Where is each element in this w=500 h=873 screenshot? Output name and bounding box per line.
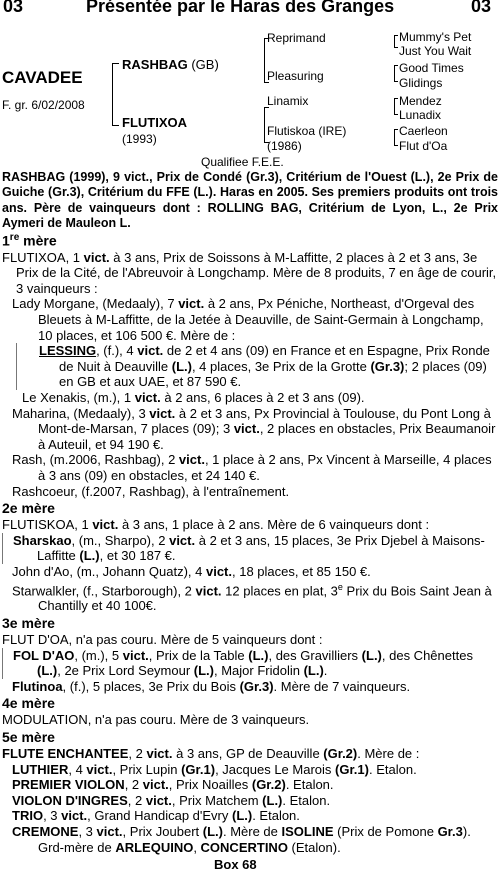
text: , des Chênettes bbox=[381, 647, 473, 663]
produce-entry bbox=[2, 564, 498, 580]
dam-dam: Flutiskoa (IRE) bbox=[267, 124, 347, 138]
tree-line bbox=[394, 129, 395, 146]
produce-entry: Rashcoeur, (f.2007, Rashbag), à l'entraînement. bbox=[12, 483, 290, 499]
text: , Major Fridolin bbox=[214, 663, 304, 679]
wins-label: vict. bbox=[145, 792, 172, 808]
text: 12 places en plat, 3 bbox=[221, 582, 338, 598]
produce-name: FOL D'AO bbox=[13, 647, 75, 663]
tree-line bbox=[394, 98, 395, 115]
produce-name: VIOLON D'INGRES bbox=[12, 792, 128, 808]
wins-label: vict. bbox=[96, 823, 123, 839]
second-dam-record bbox=[2, 517, 498, 533]
text: à 2 et 3 ans, 15 places, 3e Prix Djebel à Maisons-Laffitte bbox=[37, 532, 485, 564]
first-dam-name: FLUTIXOA bbox=[2, 249, 66, 265]
wins-label: vict. bbox=[149, 405, 176, 421]
text: , des Gravilliers bbox=[268, 647, 362, 663]
tree-line bbox=[112, 125, 119, 126]
tree-line bbox=[394, 145, 398, 146]
text: , bbox=[193, 839, 201, 855]
listed-label: (L.) bbox=[193, 663, 214, 679]
produce-entry bbox=[2, 296, 498, 343]
text: , Prix Noailles bbox=[168, 777, 252, 793]
text: , 1 bbox=[74, 517, 93, 533]
text: , 1 place à 2 ans, Px Vincent à Marseille, 4 places à 3 ans (09) en obstacles, et 24 140 €. bbox=[38, 452, 492, 483]
fifth-dam-name: FLUTE ENCHANTEE bbox=[2, 746, 129, 762]
qualification: Qualifiee F.E.E. bbox=[201, 155, 284, 169]
text: , 2 bbox=[127, 792, 146, 808]
produce-entry bbox=[2, 762, 498, 778]
heading-second-dam: 2e mère bbox=[2, 500, 55, 517]
group-label: (Gr.3) bbox=[370, 358, 405, 374]
text: , et 30 187 €. bbox=[99, 548, 176, 564]
text: à 2 et 3 ans, Px Provincial à Toulouse, du Pont Long à Mont-de-Marsan, 7 places (09); 3 bbox=[38, 405, 491, 437]
produce-entry bbox=[2, 406, 498, 453]
produce-name: ARLEQUINO bbox=[115, 839, 194, 855]
text: , 3 bbox=[43, 808, 62, 824]
text: Maharina, (Medaaly), 3 bbox=[12, 405, 150, 421]
produce-name: CONCERTINO bbox=[200, 839, 288, 855]
text: , (f.), 5 places, 3e Prix du Bois bbox=[62, 678, 240, 694]
text: , 2 places en obstacles, Prix Beaumanoir à Auteuil, et 94 190 €. bbox=[38, 421, 496, 452]
text: , 2 bbox=[124, 777, 143, 793]
text: à 2 ans, Px Péniche, Northeast, d'Orgeval des Bleuets à M-Laffitte, de la Jetée à Deauville, de Saint-Germain à Longchamp, 10 places, et 106 500 €. Mère de : bbox=[38, 296, 484, 343]
produce-entry bbox=[2, 777, 498, 793]
heading-third-dam: 3e mère bbox=[2, 615, 55, 632]
tree-line bbox=[112, 63, 119, 64]
text: , 4 places, 3e Prix de la Grotte bbox=[191, 358, 371, 374]
group-label: (Gr.2) bbox=[251, 777, 286, 793]
listed-label: (L.) bbox=[303, 663, 324, 679]
produce-name: ISOLINE bbox=[281, 823, 334, 839]
text: . Mère de bbox=[222, 823, 282, 839]
text: Le Xenakis, (m.), 1 bbox=[22, 390, 135, 405]
ancestor-g2: Just You Wait bbox=[399, 44, 472, 58]
wins-label: vict. bbox=[205, 563, 232, 579]
listed-label: (L.) bbox=[202, 823, 223, 839]
heading-first-dam bbox=[2, 229, 498, 250]
text: Rash, (m.2006, Rashbag), 2 bbox=[12, 452, 179, 468]
ancestor-g6: Lunadix bbox=[399, 108, 442, 122]
text: à 3 ans, 1 place à 2 ans. Mère de 6 vainqueurs dont : bbox=[118, 517, 430, 533]
tree-line bbox=[264, 38, 265, 83]
group-label: (Gr.2) bbox=[323, 746, 358, 762]
heading-fifth-dam: 5e mère bbox=[2, 729, 55, 746]
wins-label: vict. bbox=[134, 390, 161, 405]
wins-label: vict. bbox=[142, 777, 169, 793]
dam-name: FLUTIXOA bbox=[122, 115, 187, 130]
text: , 2 bbox=[128, 746, 147, 762]
ancestor-g5: Mendez bbox=[399, 94, 442, 108]
text: , Prix Joubert bbox=[122, 823, 203, 839]
listed-label: (L.) bbox=[79, 548, 100, 564]
group-label: (Gr.1) bbox=[181, 761, 216, 777]
sire-record: RASHBAG (1999), 9 vict., Prix de Condé (Gr.3), Critérium de l'Ouest (L.), 2e Prix de Guiche (Gr.3), Critérium du FFE (L.). Haras en 2005. Ses premiers produits ont trois ans. Père de vainqueurs dont : ROLLING BAG, Critérium de Lyon, L., 2e Prix Aymeri de Mauleon L. bbox=[2, 170, 498, 231]
wins-label: vict. bbox=[178, 452, 205, 468]
text: ). Grd-mère de bbox=[38, 823, 471, 855]
text: , 1 bbox=[65, 249, 84, 265]
text: , Jacques Le Marois bbox=[215, 761, 336, 777]
text: John d'Ao, (m., Johann Quatz), 4 bbox=[12, 563, 206, 579]
sire-dam: Pleasuring bbox=[267, 69, 324, 83]
text: , 3 bbox=[78, 823, 97, 839]
text: Lady Morgane, (Medaaly), 7 bbox=[12, 296, 179, 312]
produce-entry bbox=[2, 648, 498, 679]
produce-name: LESSING bbox=[39, 343, 97, 359]
tree-line bbox=[264, 107, 265, 143]
fifth-dam-record bbox=[2, 746, 498, 762]
listed-label: (L.) bbox=[37, 663, 58, 679]
text: , Prix Matchem bbox=[171, 792, 263, 808]
text: . Etalon. bbox=[368, 761, 417, 777]
text: (Prix de Pomone bbox=[333, 823, 438, 839]
third-dam-record: FLUT D'OA, n'a pas couru. Mère de 5 vainqueurs dont : bbox=[2, 632, 323, 648]
lot-number-left: 03 bbox=[3, 0, 24, 16]
ancestor-g1: Mummy's Pet bbox=[399, 30, 472, 44]
horse-name: CAVADEE bbox=[2, 68, 83, 87]
group-label: Gr.3 bbox=[437, 823, 463, 839]
superscript: e bbox=[337, 581, 343, 592]
tree-line bbox=[394, 65, 398, 66]
wins-label: vict. bbox=[178, 296, 205, 312]
produce-entry bbox=[2, 452, 498, 483]
text: (Etalon). bbox=[287, 839, 341, 855]
page-title: Présentée par le Haras des Granges bbox=[86, 0, 395, 16]
heading-fourth-dam: 4e mère bbox=[2, 695, 55, 712]
text: . Mère de : bbox=[357, 746, 420, 762]
tree-line bbox=[394, 35, 398, 36]
heading-first-dam-sup: re bbox=[9, 232, 20, 243]
ancestor-g4: Glidings bbox=[399, 76, 443, 90]
wins-label: vict. bbox=[137, 343, 164, 359]
wins-label: vict. bbox=[92, 517, 119, 533]
listed-label: (L.) bbox=[262, 792, 283, 808]
tree-line bbox=[394, 65, 395, 82]
ancestor-g8: Flut d'Oa bbox=[399, 139, 448, 153]
tree-line bbox=[394, 81, 398, 82]
produce-name: TRIO bbox=[12, 808, 44, 824]
text: . Mère de 7 vainqueurs. bbox=[273, 678, 411, 694]
text: , 2e Prix Lord Seymour bbox=[57, 663, 194, 679]
horse-details: F. gr. 6/02/2008 bbox=[2, 98, 85, 112]
produce-entry bbox=[2, 580, 498, 615]
wins-label: vict. bbox=[146, 746, 173, 762]
produce-entry bbox=[2, 533, 498, 564]
tree-line bbox=[394, 47, 398, 48]
text: Prix du Bois Saint Jean à Chantilly et 40 100€. bbox=[38, 582, 492, 614]
group-label: (Gr.3) bbox=[239, 678, 274, 694]
produce-name: Flutinoa bbox=[12, 678, 63, 694]
text: à 3 ans, Prix de Soissons à M-Laffitte, 2 places à 2 et 3 ans, 3e Prix de la Cité, de l'Abreuvoir à Longchamp. Mère de 8 produits, 7 en âge de courir, 3 vainqueurs : bbox=[16, 249, 497, 296]
text: Starwalkler, (f., Starborough), 2 bbox=[12, 582, 196, 598]
sire-name bbox=[122, 57, 219, 72]
wins-label: vict. bbox=[169, 532, 196, 548]
produce-name: PREMIER VIOLON bbox=[12, 777, 125, 793]
tree-line bbox=[112, 63, 113, 126]
text: , Prix de la Table bbox=[148, 647, 249, 663]
heading-first-dam-num: 1 bbox=[2, 232, 10, 249]
text: , (m., Sharpo), 2 bbox=[71, 532, 170, 548]
dam-year: (1993) bbox=[122, 132, 157, 146]
wins-label: vict. bbox=[83, 249, 110, 265]
grand-produce-entry bbox=[16, 343, 498, 390]
tree-line bbox=[394, 129, 398, 130]
text: , (m.), 5 bbox=[74, 647, 123, 663]
produce-entry bbox=[2, 824, 498, 855]
listed-label: (L.) bbox=[231, 808, 253, 824]
box-number: Box 68 bbox=[214, 857, 257, 872]
tree-line bbox=[394, 98, 398, 99]
text: , (f.), 4 bbox=[96, 343, 138, 359]
text: , Grand Handicap d'Evry bbox=[87, 808, 232, 824]
wins-label: vict. bbox=[61, 808, 88, 824]
first-dam-record bbox=[2, 250, 498, 297]
wins-label: vict. bbox=[233, 421, 260, 437]
text: à 2 ans, 6 places à 2 et 3 ans (09). bbox=[160, 390, 365, 405]
dam-sire: Linamix bbox=[267, 94, 309, 108]
produce-entry bbox=[2, 679, 498, 695]
fourth-dam-record: MODULATION, n'a pas couru. Mère de 3 vainqueurs. bbox=[2, 712, 310, 728]
listed-label: (L.) bbox=[361, 647, 382, 663]
wins-label: vict. bbox=[195, 582, 222, 598]
female-line bbox=[2, 229, 498, 855]
ancestor-g3: Good Times bbox=[399, 61, 464, 75]
text: . Etalon. bbox=[282, 792, 331, 808]
sire-label: RASHBAG bbox=[122, 57, 188, 72]
produce-entry bbox=[2, 793, 498, 809]
text: , 18 places, et 85 150 €. bbox=[232, 563, 371, 579]
tree-line bbox=[394, 114, 398, 115]
wins-label: vict. bbox=[122, 647, 149, 663]
second-dam-name: FLUTISKOA bbox=[2, 517, 75, 533]
produce-entry bbox=[2, 390, 498, 406]
dam-dam-year: (1986) bbox=[267, 139, 302, 153]
heading-first-dam-rest: mère bbox=[19, 232, 57, 249]
produce-name: Sharskao bbox=[13, 532, 72, 548]
lot-number-right: 03 bbox=[471, 0, 492, 16]
text: de 2 et 4 ans (09) en France et en Espagne, Prix Ronde de Nuit à Deauville bbox=[59, 343, 490, 374]
listed-label: (L.) bbox=[248, 647, 269, 663]
produce-entry bbox=[2, 808, 498, 824]
listed-label: (L.) bbox=[171, 358, 192, 374]
produce-name: CREMONE bbox=[12, 823, 79, 839]
text: . bbox=[323, 663, 328, 679]
text: , 4 bbox=[68, 761, 87, 777]
text: à 3 ans, GP de Deauville bbox=[172, 746, 324, 762]
sire-suffix: (GB) bbox=[187, 57, 219, 72]
text: , Prix Lupin bbox=[112, 761, 182, 777]
ancestor-g7: Caerleon bbox=[399, 124, 448, 138]
wins-label: vict. bbox=[86, 761, 113, 777]
produce-name: LUTHIER bbox=[12, 761, 69, 777]
sire-sire: Reprimand bbox=[267, 31, 326, 45]
text: . Etalon. bbox=[252, 808, 300, 824]
group-label: (Gr.1) bbox=[335, 761, 369, 777]
text: ; 2 places (09) en GB et aux UAE, et 87 590 €. bbox=[59, 358, 487, 390]
text: . Etalon. bbox=[285, 777, 334, 793]
